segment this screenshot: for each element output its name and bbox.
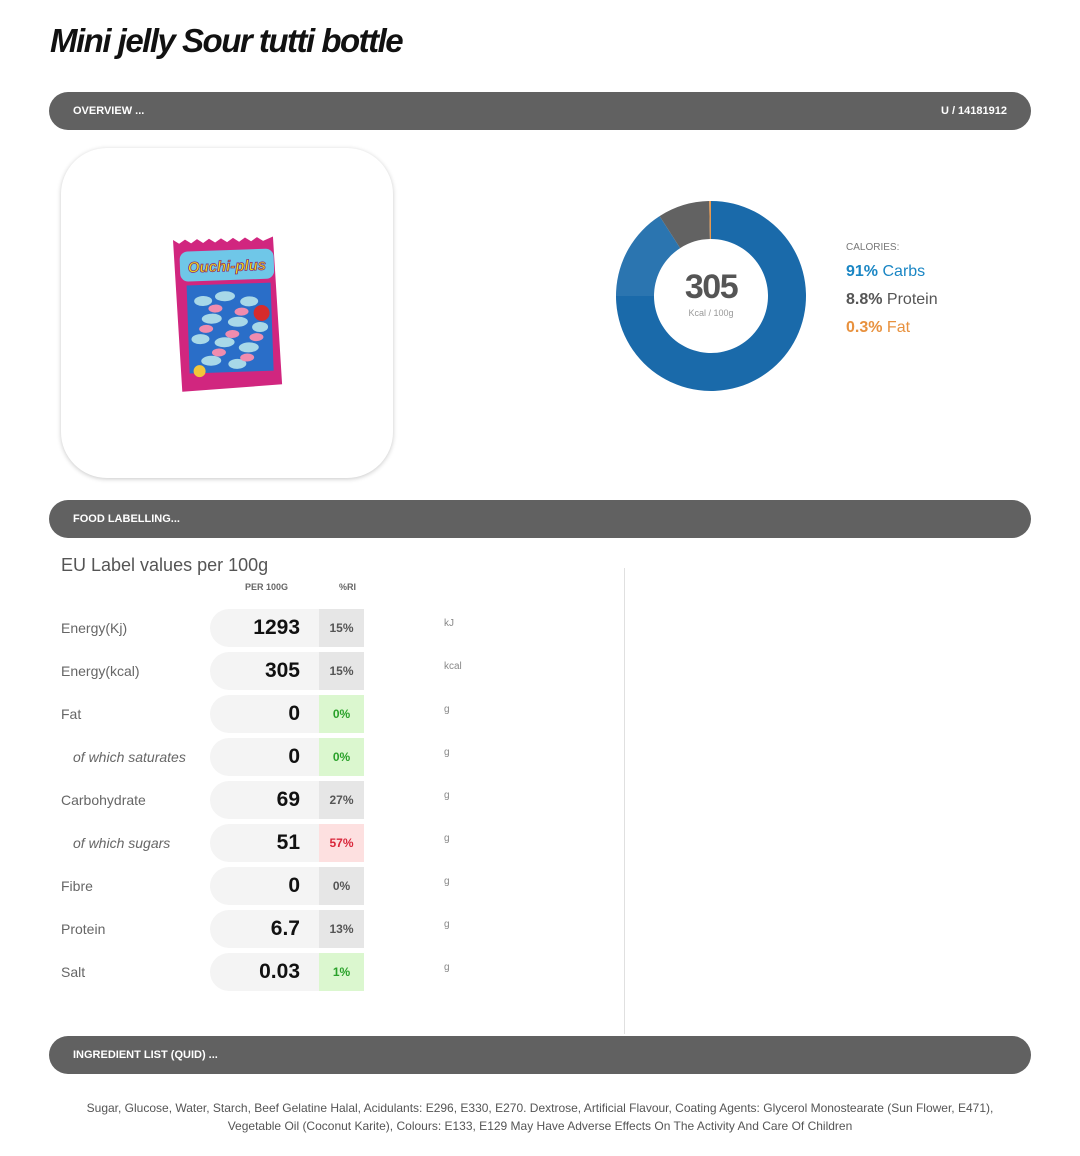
nutrient-ri-percent: 13% xyxy=(319,910,364,948)
nutrition-row xyxy=(61,695,450,733)
nutrient-unit: g xyxy=(444,790,450,801)
column-divider xyxy=(624,568,625,1034)
nutrient-value-pill xyxy=(210,824,450,862)
ingredient-list-label: INGREDIENT LIST (QUID) ... xyxy=(73,1049,218,1061)
food-labelling-bar[interactable] xyxy=(49,500,1031,538)
nutrient-value: 0 xyxy=(288,702,300,725)
nutrient-label: Energy(Kj) xyxy=(61,620,128,636)
nutrient-label: Fibre xyxy=(61,878,93,894)
nutrient-unit: kcal xyxy=(444,661,462,672)
nutrient-ri-percent: 0% xyxy=(319,695,364,733)
food-labelling-label: FOOD LABELLING... xyxy=(73,513,180,525)
overview-label: OVERVIEW ... xyxy=(73,105,145,117)
nutrient-ri-percent: 0% xyxy=(319,738,364,776)
nutrient-label: of which saturates xyxy=(73,749,186,765)
nutrition-row xyxy=(61,609,454,647)
product-image xyxy=(61,148,393,478)
nutrient-unit: g xyxy=(444,833,450,844)
calorie-unit: Kcal / 100g xyxy=(688,308,734,318)
nutrient-label: Salt xyxy=(61,964,86,980)
nutrient-ri-percent: 27% xyxy=(319,781,364,819)
nutrient-value-pill xyxy=(210,867,450,905)
nutrient-ri-percent: 57% xyxy=(319,824,364,862)
nutrient-value-pill xyxy=(210,695,450,733)
nutrient-unit: g xyxy=(444,747,450,758)
nutrient-label: of which sugars xyxy=(73,835,171,851)
package-brand-logo: Ouchi-plus xyxy=(187,256,267,277)
nutrient-value: 0 xyxy=(288,745,300,768)
column-header-ri: %RI xyxy=(339,582,357,592)
eu-label-title: EU Label values per 100g xyxy=(61,555,269,575)
nutrient-label: Carbohydrate xyxy=(61,792,146,808)
nutrient-label: Energy(kcal) xyxy=(61,663,140,679)
nutrient-value-pill xyxy=(210,652,462,690)
product-code: U / 14181912 xyxy=(940,105,1007,117)
ingredient-list-bar[interactable] xyxy=(49,1036,1031,1074)
nutrient-unit: g xyxy=(444,919,450,930)
nutrient-value: 6.7 xyxy=(270,917,300,940)
nutrient-ri-percent: 15% xyxy=(319,609,364,647)
calorie-legend xyxy=(846,242,938,346)
nutrient-value-pill xyxy=(210,609,454,647)
nutrient-label: Fat xyxy=(61,706,82,722)
nutrient-value: 0 xyxy=(288,874,300,897)
nutrient-unit: g xyxy=(444,704,450,715)
nutrient-label: Protein xyxy=(61,921,106,937)
calories-header: CALORIES: xyxy=(846,242,900,253)
overview-bar[interactable] xyxy=(49,92,1031,130)
legend-protein: 8.8% Protein xyxy=(846,291,938,308)
nutrient-unit: kJ xyxy=(444,618,454,629)
nutrient-value-pill xyxy=(210,910,450,948)
calorie-value: 305 xyxy=(684,268,738,306)
column-header-per-100g: PER 100G xyxy=(245,582,289,592)
nutrition-row xyxy=(61,738,450,776)
nutrient-value: 0.03 xyxy=(259,960,300,983)
nutrient-value-pill xyxy=(210,953,450,991)
nutrient-value-pill xyxy=(210,781,450,819)
nutrition-row xyxy=(61,910,450,948)
nutrient-ri-percent: 15% xyxy=(319,652,364,690)
nutrition-row xyxy=(61,652,462,690)
legend-carbs: 91% Carbs xyxy=(846,263,926,280)
nutrition-row xyxy=(61,824,450,862)
nutrient-value: 1293 xyxy=(253,616,300,639)
nutrient-ri-percent: 0% xyxy=(319,867,364,905)
nutrition-row xyxy=(61,867,450,905)
nutrient-unit: g xyxy=(444,876,450,887)
nutrient-unit: g xyxy=(444,962,450,973)
legend-fat: 0.3% Fat xyxy=(846,319,911,336)
nutrient-value: 305 xyxy=(264,659,300,682)
nutrition-row xyxy=(61,781,450,819)
nutrient-value: 51 xyxy=(276,831,300,854)
product-image-card[interactable] xyxy=(61,148,393,478)
ingredients-text: Sugar, Glucose, Water, Starch, Beef Gelatine Halal, Acidulants: E296, E330, E270. Dextrose, Artificial Flavour, Coating Agents: Glycerol Monostearate (Sun Flower, E471), Vegetable Oil (Coconut Karite), Colours: E133, E129 May Have Adverse Effects On The Activity And Care Of Children xyxy=(86,1101,994,1133)
nutrition-row xyxy=(61,953,450,991)
product-title: Mini jelly Sour tutti bottle xyxy=(50,22,403,59)
nutrient-ri-percent: 1% xyxy=(319,953,364,991)
nutrient-value-pill xyxy=(210,738,450,776)
nutrient-value: 69 xyxy=(276,788,300,811)
